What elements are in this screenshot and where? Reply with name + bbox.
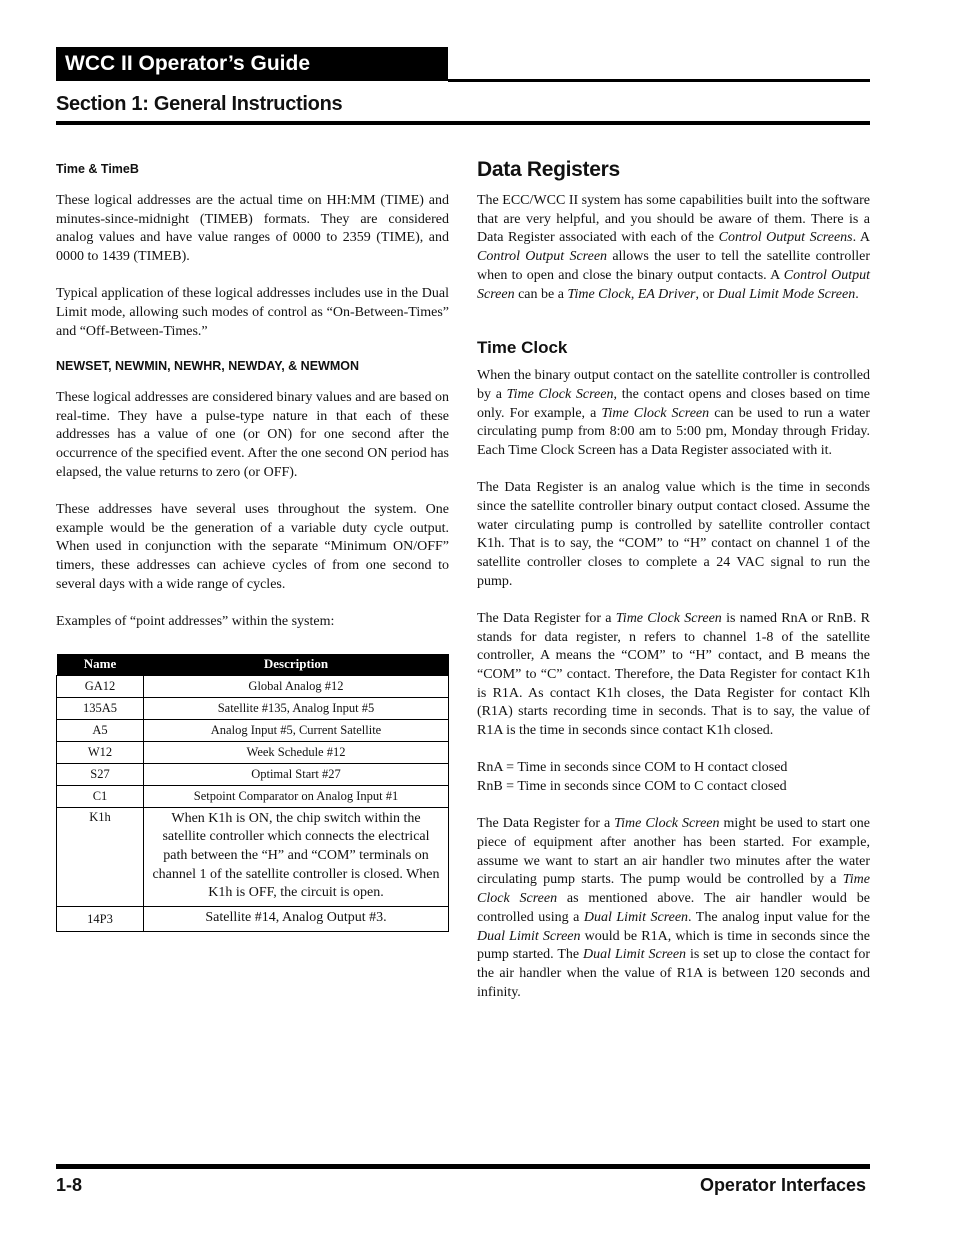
right-column	[477, 150, 870, 1021]
paragraph-rna-rnb	[477, 759, 870, 796]
column-header-description: Description	[144, 654, 449, 676]
cell-description: When K1h is ON, the chip switch within the satellite controller which connects the electrical path between the “H” and “COM” terminals on channel 1 of the satellite controller is closed. When K1h is OFF, the circuit is open.	[144, 807, 449, 907]
guide-title: WCC II Operator’s Guide	[56, 47, 448, 81]
paragraph-time-2: Typical application of these logical addresses includes use in the Dual Limit mode, allowing such modes of control as “On-Between-Times” and “Off-Between-Times.”	[56, 286, 449, 339]
table-row	[57, 785, 449, 807]
paragraph-newset-2: These addresses have several uses throughout the system. One example would be the generation of a variable duty cycle output. When used in conjunction with the separate “Minimum ON/OFF” timers, these addresses can achieve cycles of from one second to several days with a wide range of cycles.	[56, 501, 449, 592]
paragraph-time-clock-3: The Data Register for a Time Clock Screen is named RnA or RnB. R stands for data register, n refers to channel 1-8 of the satellite controller, A means the “COM” to “H” contact, and B means the “COM” to “C” contact. Therefore, the Data Register for contact K1h is R1A. As contact K1h closes, the Data Register for contact Klh (R1A) starts recording time in seconds. That is to say, the value of R1A is the time in seconds since contact K1h closed.	[477, 610, 870, 739]
header-rule	[448, 79, 870, 82]
table-row	[57, 675, 449, 697]
cell-description: Satellite #14, Analog Output #3.	[144, 907, 449, 932]
point-addresses-table	[56, 654, 449, 932]
rnb-definition: RnB = Time in seconds since COM to C contact closed	[477, 779, 787, 795]
table-row	[57, 763, 449, 785]
cell-name: K1h	[57, 807, 144, 907]
section-rule	[56, 121, 870, 125]
table-row	[57, 807, 449, 907]
cell-description: Optimal Start #27	[144, 763, 449, 785]
cell-name: 135A5	[57, 697, 144, 719]
left-column	[56, 150, 449, 932]
table-row	[57, 741, 449, 763]
paragraph-examples-intro: Examples of “point addresses” within the system:	[56, 613, 335, 629]
cell-description: Week Schedule #12	[144, 741, 449, 763]
cell-name: GA12	[57, 675, 144, 697]
cell-name: A5	[57, 719, 144, 741]
cell-description: Analog Input #5, Current Satellite	[144, 719, 449, 741]
cell-name: S27	[57, 763, 144, 785]
cell-description: Global Analog #12	[144, 675, 449, 697]
cell-description: Satellite #135, Analog Input #5	[144, 697, 449, 719]
rna-definition: RnA = Time in seconds since COM to H contact closed	[477, 760, 788, 776]
chapter-title: Operator Interfaces	[699, 1175, 866, 1195]
column-header-name: Name	[57, 654, 144, 676]
footer-rule	[56, 1164, 870, 1169]
cell-name: W12	[57, 741, 144, 763]
cell-name: 14P3	[57, 907, 144, 932]
table-row	[57, 907, 449, 932]
cell-description: Setpoint Comparator on Analog Input #1	[144, 785, 449, 807]
heading-time-timeb: Time & TimeB	[56, 162, 139, 176]
paragraph-time-1: These logical addresses are the actual time on HH:MM (TIME) and minutes-since-midnight (TIMEB) formats. They are considered analog values and have value ranges of 0000 to 2359 (TIME), and 0000 to 1439 (TIMEB).	[56, 193, 449, 265]
table-row	[57, 697, 449, 719]
heading-newset: NEWSET, NEWMIN, NEWHR, NEWDAY, & NEWMON	[56, 358, 360, 373]
cell-name: C1	[57, 785, 144, 807]
heading-data-registers: Data Registers	[477, 158, 620, 181]
page-number: 1-8	[56, 1175, 83, 1195]
table-header-row	[57, 654, 449, 676]
paragraph-time-clock-2: The Data Register is an analog value which is the time in seconds since the satellite controller binary output contact closed. Assume the water circulating pump is controlled by satellite controller contact K1h. That is to say, the “COM” to “H” contact on channel 1 of the satellite controller closes to complete a 24 VAC signal to run the pump.	[477, 480, 870, 589]
table-row	[57, 719, 449, 741]
paragraph-time-clock-4: The Data Register for a Time Clock Screen might be used to start one piece of equipment after another has been started. For example, assume we want to start an air handler two minutes after the water circulating pump starts. The pump would be controlled by a Time Clock Screen as mentioned above. The air handler would be controlled using a Dual Limit Screen. The analog input value for the Dual Limit Screen would be R1A, which is time in seconds since the pump started. The Dual Limit Screen is set up to close the contact for the air handler when the value of R1A is between 120 seconds and infinity.	[477, 816, 871, 1000]
paragraph-time-clock-1: When the binary output contact on the satellite controller is controlled by a Time Clock Screen, the contact opens and closes based on time only. For example, a Time Clock Screen can be used to run a water circulating pump from 8:00 am to 5:00 pm, Monday through Friday. Each Time Clock Screen has a Data Register associated with it.	[477, 368, 871, 459]
paragraph-newset-1: These logical addresses are considered binary values and are based on real-time. They have a pulse-type nature in that each of these addresses has a value of one (or ON) for one second after the occurrence of the specified event. After the one second ON period has elapsed, the value returns to zero (or OFF).	[56, 389, 449, 480]
paragraph-data-registers: The ECC/WCC II system has some capabilities built into the software that are very helpful, and you should be aware of them. There is a Data Register associated with each of the Control Output Screens. A Control Output Screen allows the user to tell the satellite controller when to open and close the binary output contacts. A Control Output Screen can be a Time Clock, EA Driver, or Dual Limit Mode Screen.	[477, 193, 870, 302]
section-title: Section 1: General Instructions	[56, 93, 343, 115]
heading-time-clock: Time Clock	[477, 338, 568, 358]
